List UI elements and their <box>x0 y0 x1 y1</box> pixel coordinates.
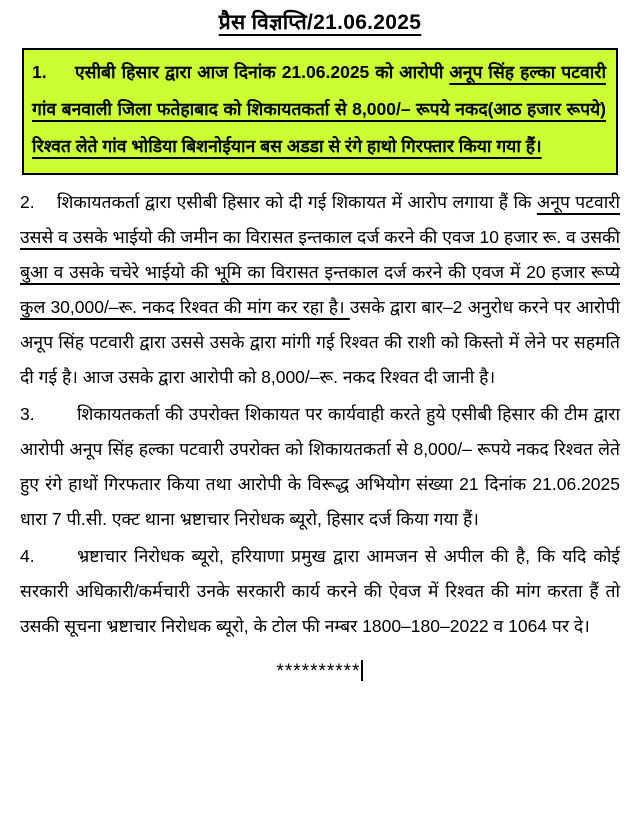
paragraph-3-text: शिकायतकर्ता की उपरोक्त शिकायत पर कार्यवाही करते हुये एसीबी हिसार की टीम द्वारा आरोपी अनूप सिंह हल्का पटवारी उपरोक्त को शिकायतकर्ता से 8,000/– रूपये नकद रिश्वत लेते हुए रंगे हाथों गिरफतार किया तथा आरोपी के विरूद्ध अभियोग संख्या 21 दिनांक 21.06.2025 धारा 7 पी.सी. एक्ट थाना भ्रष्टाचार निरोधक ब्यूरो, हिसार दर्ज किया गया हैं। <box>20 404 620 529</box>
paragraph-4-number: 4. <box>20 546 35 566</box>
paragraph-3-number: 3. <box>20 404 35 424</box>
paragraph-1-text-plain: एसीबी हिसार द्वारा आज दिनांक 21.06.2025 को आरोपी <box>75 62 450 82</box>
footer-separator <box>20 660 620 683</box>
paragraph-2-text-plain-1: शिकायतकर्ता द्वारा एसीबी हिसार को दी गई शिकायत में आरोप लगाया हैं कि <box>57 192 537 212</box>
page-title <box>20 8 620 36</box>
paragraph-1-number: 1. <box>32 62 47 82</box>
paragraph-2 <box>20 185 620 395</box>
text-cursor <box>361 660 363 681</box>
paragraph-4 <box>20 539 620 644</box>
paragraph-2-text-plain-2: उसके द्वारा बार–2 अनुरोध करने पर आरोपी अनूप सिंह पटवारी द्वारा उससे उसके द्वारा मांगी गई रिश्वत की राशी को किस्तो में लेने पर सहमति दी गई है। आज उसके द्वारा आरोपी को 8,000/–रू. नकद रिश्वत दी जानी है। <box>20 297 620 387</box>
paragraph-1-text-underlined: अनूप सिंह हल्का पटवारी गांव बनवाली जिला फतेहाबाद को शिकायतकर्ता से 8,000/– रूपये नकद(आठ हजार रूपये) रिश्वत लेते गांव भोडिया बिशनोईयान बस अडडा से रंगे हाथो गिरफ्तार किया गया हैं। <box>32 62 606 156</box>
paragraph-2-number: 2. <box>20 192 35 212</box>
page-title-text: प्रैस विज्ञप्ति/21.06.2025 <box>218 11 422 34</box>
paragraph-1 <box>32 54 606 165</box>
asterisk-separator: ********** <box>276 661 361 682</box>
paragraph-4-text: भ्रष्टाचार निरोधक ब्यूरो, हरियाणा प्रमुख द्वारा आमजन से अपील की है, कि यदि कोई सरकारी अधिकारी/कर्मचारी उनके सरकारी कार्य करने की ऐवज में रिश्वत की मांग करता हैं तो उसकी सूचना भ्रष्टाचार निरोधक ब्यूरो, के टोल फी नम्बर 1800–180–2022 व 1064 पर दे। <box>20 546 620 636</box>
paragraph-2-text-underlined: अनूप पटवारी उससे व उसके भाईयो की जमीन का विरासत इन्तकाल दर्ज करने की एवज 10 हजार रू. व उसकी बुआ व उसके चचेरे भाईयो की भूमि का विरासत इन्तकाल दर्ज करने की एवज में 20 हजार रूप्ये कुल 30,000/–रू. नकद रिश्वत की मांग कर रहा है। <box>20 192 620 317</box>
paragraph-3 <box>20 397 620 537</box>
highlighted-paragraph-box <box>22 48 618 175</box>
